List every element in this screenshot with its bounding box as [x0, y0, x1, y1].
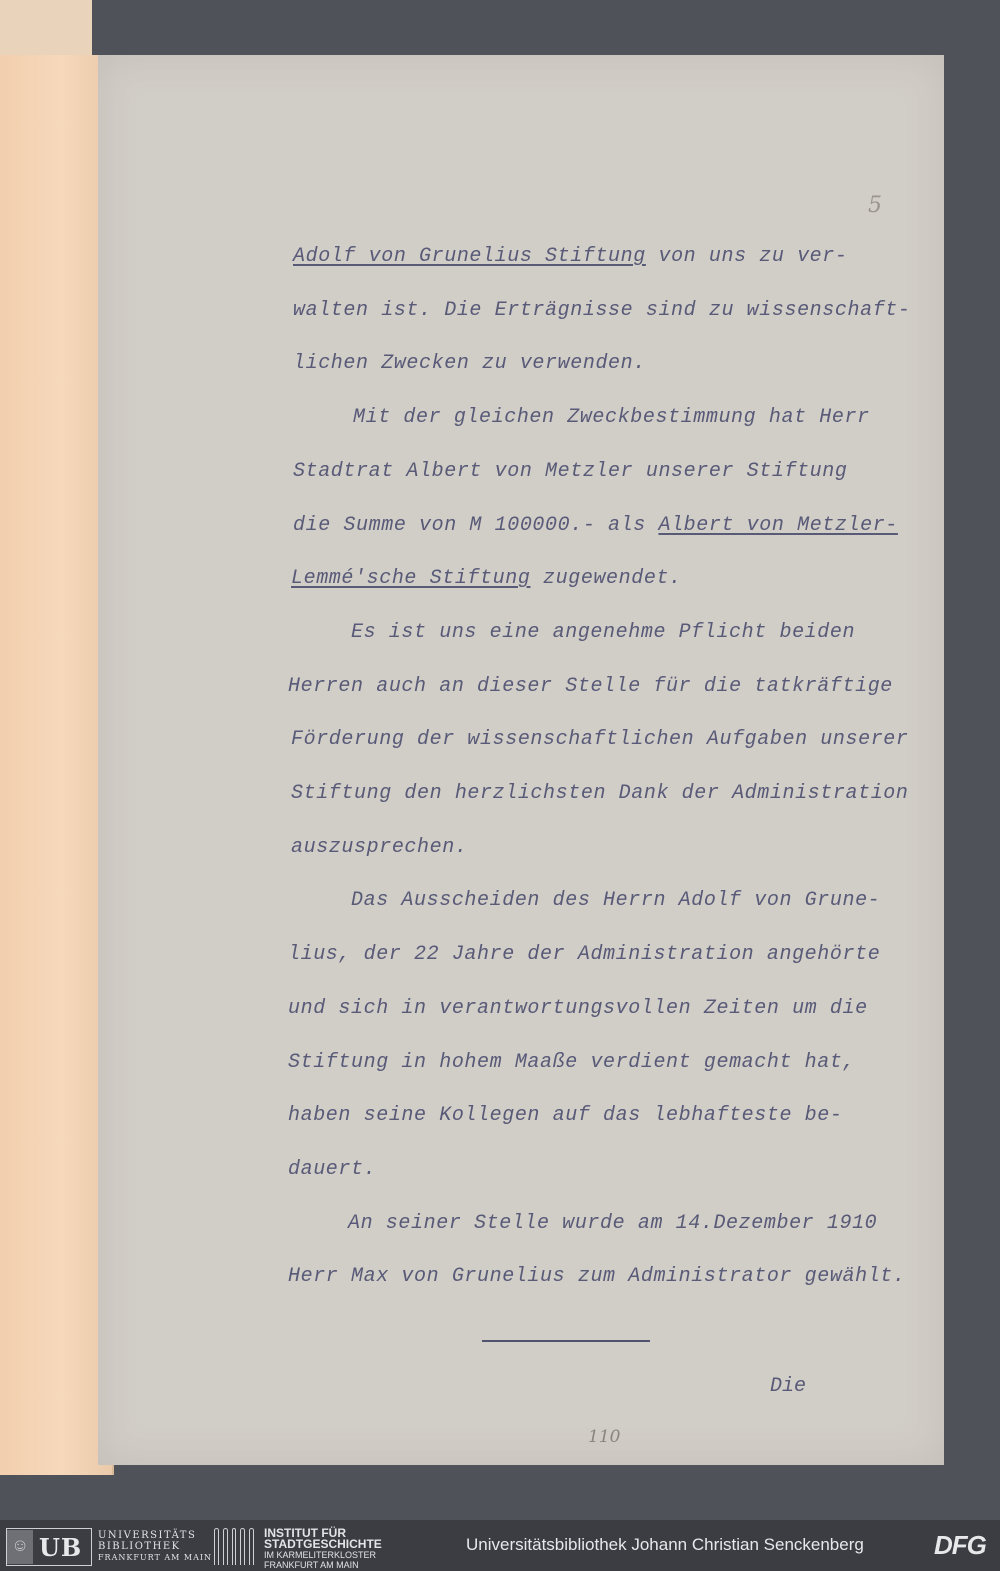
text-line	[293, 352, 646, 375]
text-span: lichen Zwecken zu verwenden.	[293, 352, 646, 376]
text-span: Herren auch an dieser Stelle für die tatkräftige	[288, 674, 893, 698]
text-line	[293, 460, 848, 483]
text-span: auszusprechen.	[291, 835, 468, 859]
underlined-name: Albert von Metzler-	[658, 513, 898, 537]
text-line	[293, 245, 848, 268]
text-line	[288, 997, 868, 1020]
isg-name-line: IM KARMELITERKLOSTER	[264, 1550, 377, 1560]
ub-name-line: UNIVERSITÄTS	[98, 1530, 197, 1541]
folio-number: 110	[588, 1427, 621, 1447]
dfg-logo[interactable]: DFG	[934, 1530, 986, 1560]
text-line	[348, 1212, 877, 1235]
isg-name-line: INSTITUT FÜR	[264, 1526, 346, 1540]
text-line	[288, 1104, 843, 1127]
text-span: Stiftung in hohem Maaße verdient gemacht hat,	[288, 1050, 856, 1074]
isg-columns-icon[interactable]	[214, 1527, 254, 1565]
text-span: Es ist uns eine angenehme Pflicht beiden	[351, 620, 856, 644]
ub-name-line: BIBLIOTHEK	[98, 1541, 181, 1552]
text-span: Herr Max von Grunelius zum Administrator gewählt.	[288, 1265, 906, 1289]
text-line	[288, 675, 893, 698]
isg-name-line: STADTGESCHICHTE	[264, 1537, 382, 1551]
handwritten-page-number: 5	[868, 193, 882, 218]
text-line	[291, 567, 682, 590]
text-span: haben seine Kollegen auf das lebhafteste be-	[288, 1104, 843, 1128]
text-span: die Summe von M 100000.- als	[293, 513, 659, 537]
underlined-name: Lemmé'sche Stiftung	[291, 567, 531, 591]
text-line	[351, 889, 880, 912]
adjacent-page-edge	[0, 55, 114, 1475]
ub-name	[98, 1530, 212, 1563]
typewritten-page	[98, 55, 944, 1465]
text-line	[291, 782, 909, 805]
text-span: walten ist. Die Erträgnisse sind zu wissenschaft-	[293, 298, 911, 322]
text-line	[351, 621, 855, 644]
separator-rule	[482, 1340, 650, 1342]
text-line	[293, 514, 898, 537]
text-line	[288, 1265, 906, 1288]
text-span: An seiner Stelle wurde am 14.Dezember 1910	[348, 1211, 878, 1235]
text-span: zugewendet.	[530, 567, 682, 591]
underlined-name: Adolf von Grunelius Stiftung	[293, 245, 646, 268]
text-span: und sich in verantwortungsvollen Zeiten um die	[288, 996, 868, 1020]
ub-logo-text: UB	[39, 1532, 83, 1562]
isg-name	[264, 1528, 382, 1570]
text-line	[288, 943, 880, 966]
ub-logo[interactable]	[6, 1528, 92, 1566]
text-span: dauert.	[288, 1157, 377, 1181]
isg-name-line: FRANKFURT AM MAIN	[264, 1560, 359, 1570]
text-line	[353, 406, 870, 429]
text-span: von uns zu ver-	[645, 245, 848, 268]
text-span: Förderung der wissenschaftlichen Aufgaben unserer	[291, 728, 909, 752]
text-span: lius, der 22 Jahre der Administration angehörte	[288, 943, 881, 967]
text-line	[288, 1051, 855, 1074]
text-line	[291, 836, 467, 859]
library-name[interactable]: Universitätsbibliothek Johann Christian Senckenberg	[466, 1535, 864, 1554]
footer-bar	[0, 1520, 1000, 1571]
adjacent-page-strip	[0, 0, 92, 55]
text-span: Mit der gleichen Zweckbestimmung hat Herr	[353, 406, 870, 430]
text-span: Stiftung den herzlichsten Dank der Administration	[291, 782, 909, 805]
text-line	[291, 728, 909, 751]
text-span: Stadtrat Albert von Metzler unserer Stiftung	[293, 459, 848, 483]
catchword: Die	[770, 1375, 807, 1398]
text-line	[288, 1158, 376, 1181]
text-span: Das Ausscheiden des Herrn Adolf von Grune-	[351, 889, 881, 913]
text-line	[293, 299, 911, 322]
ub-name-line: FRANKFURT AM MAIN	[98, 1553, 213, 1562]
portrait-icon: ☺	[7, 1530, 33, 1564]
